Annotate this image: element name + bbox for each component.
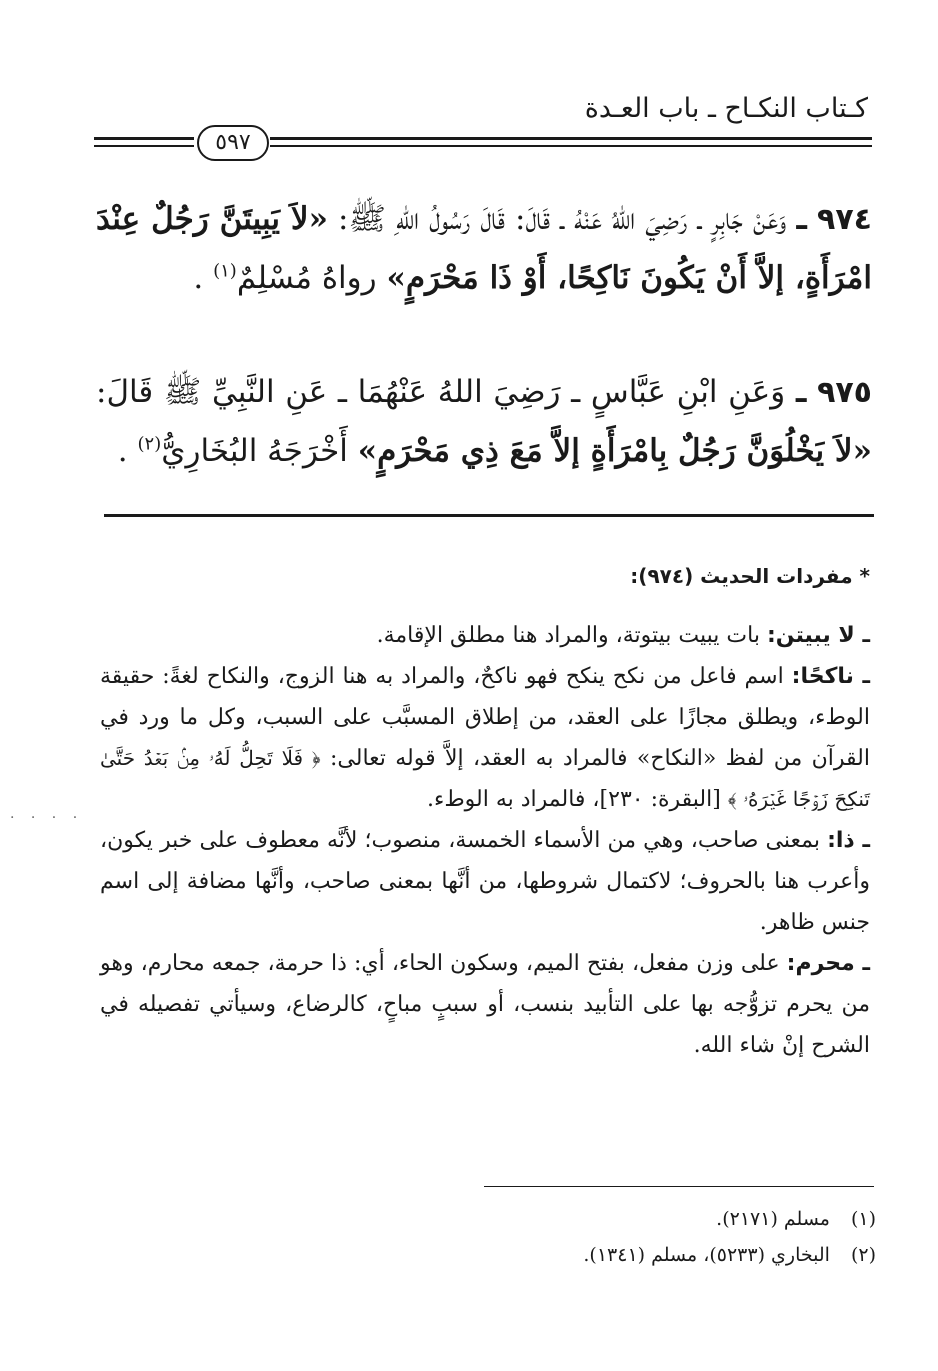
margin-mark: · · · · — [10, 810, 84, 826]
footnote — [583, 1201, 876, 1237]
footnote-text: مسلم (٢١٧١). — [716, 1208, 830, 1230]
term-text: بمعنى صاحب، وهي من الأسماء الخمسة، منصوب؛ لأنَّه معطوف على خبر يكون، وأعرب هنا بالحروف؛ لاكتمال شروطها، من أنَّها بمعنى صاحب، وأنَّها مضافة إلى اسم جنس ظاهر. — [100, 828, 870, 935]
hadith-intro: وَعَنْ جَابِرٍ ـ رَضِيَ اللهُ عَنْهُ ـ قَالَ: قَالَ رَسُولُ اللهِ ﷺ: — [338, 201, 787, 237]
section-heading: * مفردات الحديث (٩٧٤): — [630, 564, 870, 588]
hadith-intro: وَعَنِ ابْنِ عَبَّاسٍ ـ رَضِيَ اللهُ عَنْهُمَا ـ عَنِ النَّبِيِّ ﷺ قَالَ: — [96, 374, 786, 410]
term-word: ـ ذا: — [827, 828, 870, 853]
term-item — [100, 656, 870, 820]
term-text: على وزن مفعل، بفتح الميم، وسكون الحاء، أي: ذا حرمة، جمعه محارم، وهو من يحرم تزوُّجه بها على التأبيد بنسب، أو سببٍ مباحٍ، كالرضاع، وسيأتي تفصيله في الشرح إنْ شاء الله. — [100, 951, 870, 1058]
header-rule — [94, 137, 194, 140]
hadith-source: رواهُ مُسْلِمٌ — [236, 260, 377, 296]
terms-list — [100, 615, 870, 1066]
hadith-end: . — [117, 433, 128, 469]
header-rule — [94, 145, 194, 147]
footnote-text: البخاري (٥٢٣٣)، مسلم (١٣٤١). — [583, 1244, 830, 1266]
term-word: ـ لا يبيتن: — [766, 623, 870, 648]
page-number: ٥٩٧ — [197, 125, 269, 161]
hadith-number: ٩٧٥ — [817, 375, 872, 410]
term-text: اسم فاعل من نكح ينكح فهو ناكحٌ، والمراد به هنا الزوج، والنكاح لغةً: حقيقة الوطء، ويطلق مجازًا على العقد، من إطلاق المسبَّب على السبب، وكل ما ورد في القرآن من لفظ «النكاح» فالمراد به العقد، إلاَّ قوله تعالى: — [100, 664, 870, 771]
footnote-number: (٢) — [850, 1244, 876, 1266]
hadith-source: أَخْرَجَهُ البُخَارِيُّ — [161, 433, 348, 469]
hadith-975 — [96, 363, 872, 480]
hadith-text: «لاَ يَبِيتَنَّ رَجُلٌ عِنْدَ امْرَأَةٍ، إلاَّ أَنْ يَكُونَ نَاكِحًا، أَوْ ذَا مَحْرَمٍ» — [96, 201, 872, 296]
term-item — [100, 615, 870, 656]
term-word: ـ ناكحًا: — [791, 664, 870, 689]
hadith-text: «لاَ يَخْلُوَنَّ رَجُلٌ بِامْرَأَةٍ إلاَّ مَعَ ذِي مَحْرَمٍ» — [357, 433, 872, 469]
footnotes — [583, 1201, 876, 1273]
term-text: بات يبيت بيتوتة، والمراد هنا مطلق الإقامة. — [376, 623, 760, 648]
running-title: كـتاب النكـاح ـ باب العـدة — [584, 93, 868, 124]
footnote-rule — [484, 1186, 874, 1187]
quran-reference: [البقرة: ٢٣٠]، فالمراد به الوطء. — [426, 787, 721, 812]
footnote — [583, 1237, 876, 1273]
header-rule — [270, 145, 872, 147]
hadith-974 — [96, 190, 872, 307]
term-item — [100, 943, 870, 1066]
footnote-number: (١) — [850, 1208, 876, 1230]
hadith-dash: ـ — [796, 201, 808, 237]
hadith-dash: ـ — [795, 374, 807, 410]
quran-verse: ﴿ فَلَا تَحِلُّ لَهُۥ مِنۢ بَعۡدُ حَتَّىٰ تَنكِحَ زَوۡجًا غَيۡرَهُۥ ﴾ — [100, 746, 870, 811]
hadith-number: ٩٧٤ — [817, 202, 872, 237]
footnote-ref[interactable]: (٢) — [137, 433, 162, 455]
hadith-end: . — [193, 260, 204, 296]
header-rule — [270, 137, 872, 140]
term-word: ـ محرم: — [786, 951, 870, 976]
term-item — [100, 820, 870, 943]
section-divider — [104, 514, 874, 517]
footnote-ref[interactable]: (١) — [213, 260, 237, 282]
